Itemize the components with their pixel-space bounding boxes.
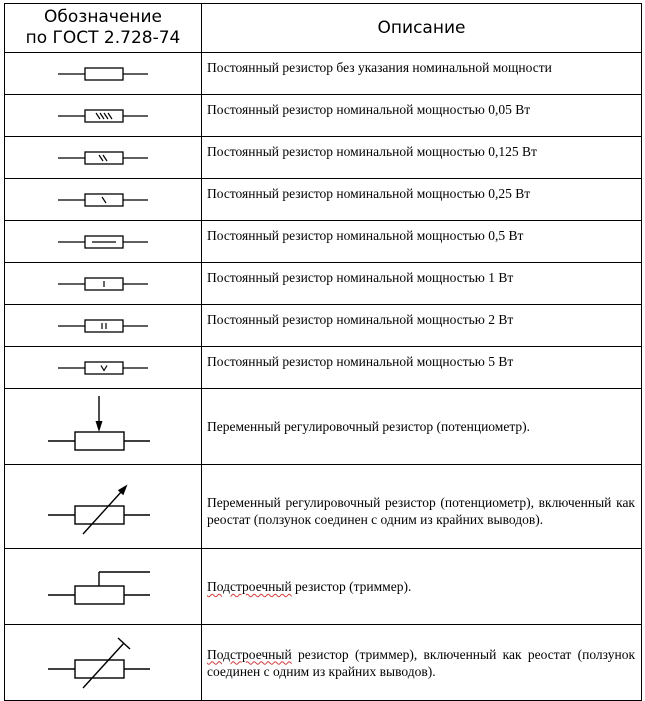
- table-row: [5, 305, 642, 347]
- table-row: [5, 625, 642, 701]
- resistor-no-power-icon: [58, 64, 148, 84]
- description-cell: Постоянный резистор номинальной мощностью 1 Вт: [202, 263, 642, 305]
- header-designation-line1: Обозначение: [44, 7, 162, 27]
- description-cell: Постоянный резистор номинальной мощностью 0,25 Вт: [202, 179, 642, 221]
- symbol-cell: [5, 53, 202, 95]
- resistor-symbols-table: [4, 3, 642, 701]
- symbol-cell: [5, 179, 202, 221]
- table-row: [5, 53, 642, 95]
- symbol-cell: [5, 95, 202, 137]
- spellcheck-word: Подстроечный: [207, 646, 292, 662]
- potentiometer-icon: [48, 394, 158, 460]
- table-row: [5, 221, 642, 263]
- table-row: [5, 263, 642, 305]
- symbol-cell: [5, 465, 202, 549]
- table-row: [5, 347, 642, 389]
- resistor-1w-icon: [58, 274, 148, 294]
- symbol-cell: [5, 305, 202, 347]
- description-cell: Постоянный резистор без указания номинальной мощности: [202, 53, 642, 95]
- description-cell: Постоянный резистор номинальной мощностью 2 Вт: [202, 305, 642, 347]
- header-designation: [5, 4, 202, 53]
- symbol-cell: [5, 549, 202, 625]
- table-row: [5, 95, 642, 137]
- spellcheck-word: Подстроечный: [207, 579, 292, 594]
- rheostat-icon: [48, 474, 158, 540]
- symbol-cell: [5, 347, 202, 389]
- trimmer-icon: [48, 554, 158, 620]
- symbol-cell: [5, 625, 202, 701]
- table-row: [5, 465, 642, 549]
- header-row: [5, 4, 642, 53]
- trimmer-rheostat-icon: [48, 630, 158, 696]
- description-cell: Постоянный резистор номинальной мощностью 0,125 Вт: [202, 137, 642, 179]
- table-row: [5, 137, 642, 179]
- symbol-cell: [5, 221, 202, 263]
- resistor-0-5w-icon: [58, 232, 148, 252]
- header-designation-line2: по ГОСТ 2.728-74: [25, 28, 181, 48]
- description-cell: Постоянный резистор номинальной мощностью 0,05 Вт: [202, 95, 642, 137]
- table-row: [5, 389, 642, 465]
- description-text: резистор (триммер).: [291, 579, 412, 594]
- symbol-cell: [5, 389, 202, 465]
- symbol-cell: [5, 263, 202, 305]
- resistor-0-05w-icon: [58, 106, 148, 126]
- description-text: резистор (триммер), включенный как реостат (ползунок соединен с одним из крайних выводов).: [207, 646, 635, 679]
- table-row: [5, 179, 642, 221]
- description-cell: Постоянный резистор номинальной мощностью 0,5 Вт: [202, 221, 642, 263]
- resistor-0-25w-icon: [58, 190, 148, 210]
- resistor-0-125w-icon: [58, 148, 148, 168]
- resistor-5w-icon: [58, 358, 148, 378]
- description-cell: [202, 625, 642, 701]
- symbol-cell: [5, 137, 202, 179]
- description-cell: Переменный регулировочный резистор (потенциометр), включенный как реостат (ползунок соединен с одним из крайних выводов).: [202, 465, 642, 549]
- table-row: [5, 549, 642, 625]
- header-description: Описание: [202, 4, 642, 53]
- description-cell: Переменный регулировочный резистор (потенциометр).: [202, 389, 642, 465]
- description-cell: [202, 549, 642, 625]
- description-cell: Постоянный резистор номинальной мощностью 5 Вт: [202, 347, 642, 389]
- resistor-2w-icon: [58, 316, 148, 336]
